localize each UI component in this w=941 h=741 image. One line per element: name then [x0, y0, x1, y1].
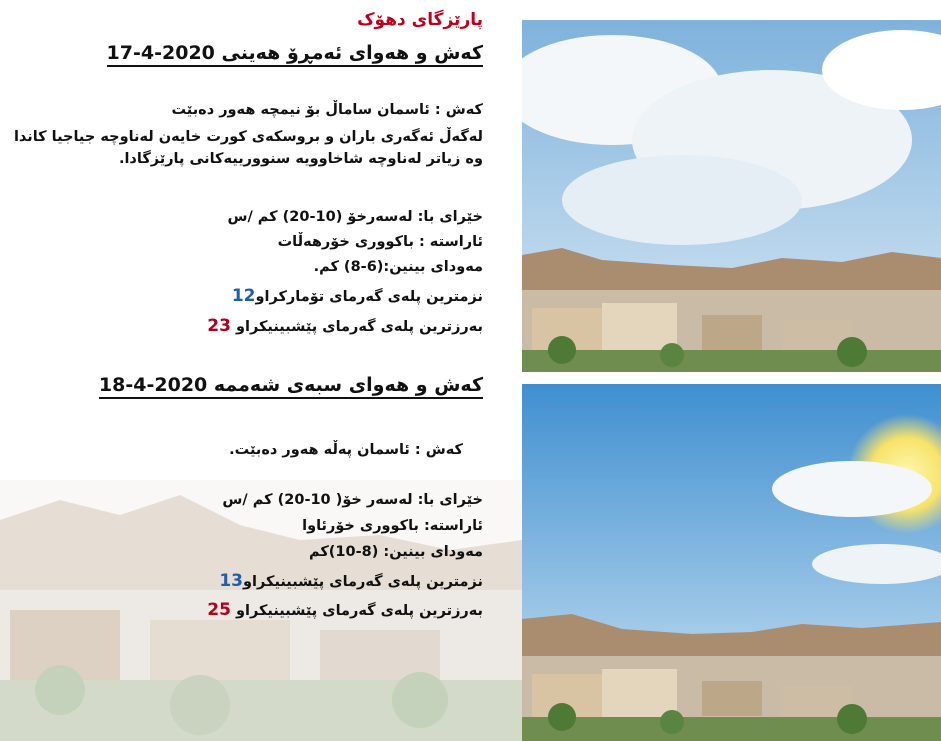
day2-weather: کەش : ئاسمان پەڵە هەور دەبێت. — [229, 442, 463, 458]
day1-max-temp-row — [207, 316, 483, 336]
day1-min-value: 12 — [231, 286, 256, 306]
day1-wind: خێرای با: لەسەرخۆ (10-20) کم /س — [227, 209, 483, 225]
day2-max-label: بەرزترین پلەی گەرمای پێشبینیکراو — [230, 603, 483, 619]
day2-min-temp-row — [219, 571, 483, 591]
day2-max-temp-row — [207, 600, 483, 620]
day1-weather: کەش : ئاسمان ساماڵ بۆ نیمچه هەور دەبێت — [171, 102, 483, 118]
day2-max-value: 25 — [207, 600, 231, 620]
day1-heading: کەش و هەوای ئەمڕۆ هەینی 2020-4-17 — [107, 42, 483, 67]
day2-direction: ئاراستە: باکووری خۆرئاوا — [302, 518, 483, 534]
day1-rain-note: لەگەڵ ئەگەری باران و بروسکەی کورت خایەن لەناوچە جیاجیا کاندا وە زیاتر لەناوچە شاخاوویە سنوورییەکانی پارێزگادا. — [13, 129, 483, 167]
day2-min-value: 13 — [219, 571, 244, 591]
day2-visibility: مەودای بینین: (8-10)کم — [308, 544, 483, 560]
day1-max-label: بەرزترین پلەی گەرمای پێشبینیکراو — [230, 319, 483, 335]
duhok-city-photo-top — [522, 20, 941, 372]
day2-wind: خێرای با: لەسەر خۆ( 10-20) کم /س — [222, 492, 483, 508]
city-title: پارێزگای دهۆک — [357, 10, 483, 30]
day2-min-label: نزمترین پلەی گەرمای پێشبینیکراو — [243, 574, 483, 590]
day1-max-value: 23 — [207, 316, 231, 336]
day2-heading: کەش و هەوای سبەی شەممە 2020-4-18 — [99, 374, 483, 399]
day1-direction: ئاراستە : باکووری خۆرهەڵات — [277, 234, 483, 250]
day1-visibility: مەودای بینین:(6-8) کم. — [313, 259, 483, 275]
day1-min-label: نزمترین پلەی گەرمای تۆمارکراو — [255, 289, 483, 305]
day1-min-temp-row — [232, 286, 483, 306]
duhok-city-photo-bottom — [522, 384, 941, 741]
